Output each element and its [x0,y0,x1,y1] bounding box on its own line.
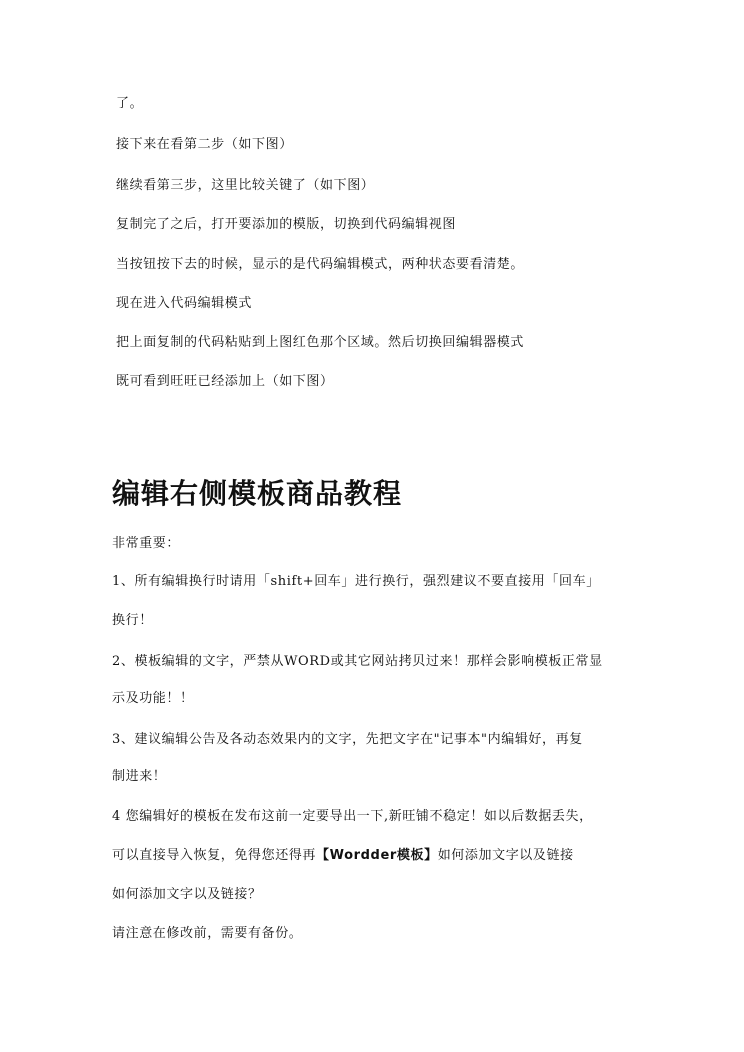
paragraph-paste-code: 把上面复制的代码粘贴到上图红色那个区域。然后切换回编辑器模式 [116,335,525,350]
paragraph-step-three: 继续看第三步，这里比较关键了（如下图） [116,178,375,193]
paragraph-continuation: 了。 [116,96,144,111]
rule-3-line-1: 3、建议编辑公告及各动态效果内的文字，先把文字在"记事本"内编辑好，再复 [112,732,583,747]
paragraph-button-state: 当按钮按下去的时候，显示的是代码编辑模式，两种状态要看清楚。 [116,257,525,272]
paragraph-step-two: 接下来在看第二步（如下图） [116,137,293,152]
rule-4-line-2 [112,847,574,865]
rule-2-line-1: 2、模板编辑的文字，严禁从WORD或其它网站拷贝过来！那样会影响模板正常显 [112,654,603,669]
paragraph-enter-code-mode: 现在进入代码编辑模式 [116,296,253,311]
rule-2-line-2: 示及功能！！ [112,691,194,706]
question-add-text-links: 如何添加文字以及链接？ [112,887,262,902]
important-label: 非常重要： [112,536,181,551]
rule-3-line-2: 制进来！ [112,769,167,784]
rule-4-line-1: 4 您编辑好的模板在发布这前一定要导出一下,新旺铺不稳定！如以后数据丢失， [112,809,593,824]
section-heading: 编辑右侧模板商品教程 [112,477,403,510]
rule-1-line-2: 换行！ [112,613,153,628]
rule-4-suffix: 如何添加文字以及链接 [437,848,574,863]
rule-1-line-1: 1、所有编辑换行时请用「shift+回车」进行换行，强烈建议不要直接用「回车」 [112,574,600,589]
paragraph-copy-done: 复制完了之后，打开要添加的模版，切换到代码编辑视图 [116,217,457,232]
template-name-bold: 【Wordder模板】 [316,848,438,863]
paragraph-result: 既可看到旺旺已经添加上（如下图） [116,374,334,389]
backup-note: 请注意在修改前，需要有备份。 [112,926,303,941]
rule-4-prefix: 可以直接导入恢复，免得您还得再 [112,848,317,863]
